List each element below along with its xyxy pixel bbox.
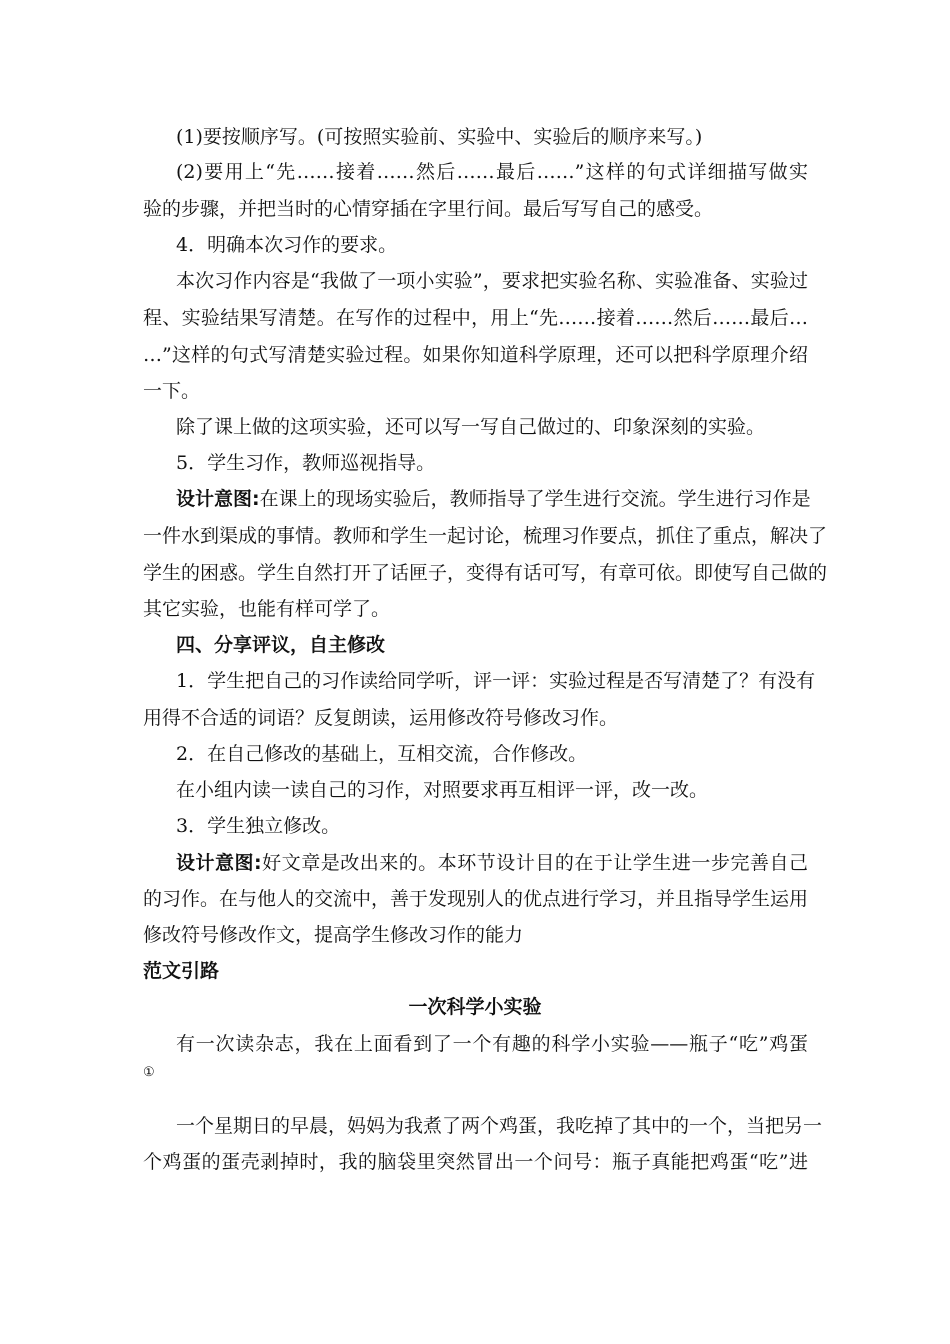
text-line: 有一次读杂志，我在上面看到了一个有趣的科学小实验——瓶子“吃”鸡蛋	[176, 1033, 808, 1055]
text-line: 学生的困惑。学生自然打开了话匣子，变得有话可写，有章可依。即使写自己做的	[143, 562, 828, 584]
text-line: 一个星期日的早晨，妈妈为我煮了两个鸡蛋，我吃掉了其中的一个，当把另一	[176, 1115, 823, 1137]
text-line: 修改符号修改作文，提高学生修改习作的能力	[143, 924, 524, 946]
essay-title: 一次科学小实验	[408, 996, 542, 1018]
text-line: …”这样的句式写清楚实验过程。如果你知道科学原理，还可以把科学原理介绍	[143, 344, 808, 366]
list-item: 5．学生习作，教师巡视指导。	[176, 452, 436, 474]
text-line: (2)要用上“先……接着……然后……最后……”这样的句式详细描写做实	[176, 161, 808, 183]
text-line: 除了课上做的这项实验，还可以写一写自己做过的、印象深刻的实验。	[176, 416, 766, 438]
design-intent-label: 设计意图:	[176, 852, 262, 874]
design-intent-label: 设计意图:	[176, 488, 260, 510]
design-intent-line	[176, 486, 811, 512]
design-intent-text: 在课上的现场实验后，教师指导了学生进行交流。学生进行习作是	[259, 488, 811, 510]
section-heading: 范文引路	[143, 960, 220, 982]
list-item: 3．学生独立修改。	[176, 815, 341, 837]
footnote-marker: ①	[143, 1065, 155, 1080]
list-item: 4．明确本次习作的要求。	[176, 234, 398, 256]
section-heading: 四、分享评议，自主修改	[176, 634, 386, 656]
text-line: 本次习作内容是“我做了一项小实验”，要求把实验名称、实验准备、实验过	[176, 270, 808, 292]
text-line: 在小组内读一读自己的习作，对照要求再互相评一评，改一改。	[176, 779, 709, 801]
text-line: 一件水到渠成的事情。教师和学生一起讨论，梳理习作要点，抓住了重点，解决了	[143, 525, 828, 547]
text-line: 其它实验，也能有样可学了。	[143, 598, 391, 620]
text-line: 个鸡蛋的蛋壳剥掉时，我的脑袋里突然冒出一个问号：瓶子真能把鸡蛋“吃”进	[143, 1151, 808, 1173]
text-line: 一下。	[143, 380, 201, 402]
list-item: 1．学生把自己的习作读给同学听，评一评：实验过程是否写清楚了？有没有	[176, 670, 816, 692]
text-line: 验的步骤，并把当时的心情穿插在字里行间。最后写写自己的感受。	[143, 198, 714, 220]
text-line: 程、实验结果写清楚。在写作的过程中，用上“先……接着……然后……最后…	[143, 307, 808, 329]
design-intent-text: 好文章是改出来的。本环节设计目的在于让学生进一步完善自己	[261, 852, 808, 874]
text-line: 用得不合适的词语？反复朗读，运用修改符号修改习作。	[143, 707, 619, 729]
design-intent-line	[176, 850, 808, 876]
text-line: 的习作。在与他人的交流中，善于发现别人的优点进行学习，并且指导学生运用	[143, 888, 809, 910]
list-item: 2．在自己修改的基础上，互相交流，合作修改。	[176, 743, 588, 765]
text-line: (1)要按顺序写。(可按照实验前、实验中、实验后的顺序来写。)	[176, 126, 703, 148]
